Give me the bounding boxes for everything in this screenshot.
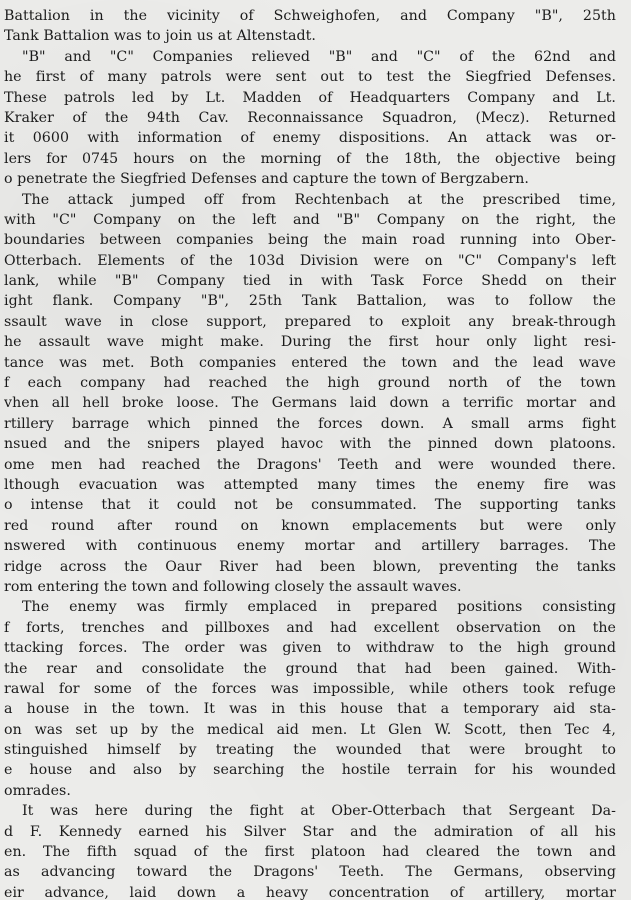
text-line: ttacking forces. The order was given to withdraw to the high ground bbox=[4, 640, 616, 657]
text-line: o penetrate the Siegfried Defenses and capture the town of Bergzabern. bbox=[4, 171, 529, 188]
text-line: lank, while "B" Company tied in with Task Force Shedd on their bbox=[4, 273, 616, 290]
text-line: ight flank. Company "B", 25th Tank Battalion, was to follow the bbox=[4, 293, 616, 310]
text-line: he assault wave might make. During the first hour only light resi- bbox=[4, 334, 616, 351]
text-line: ssault wave in close support, prepared to exploit any break-through bbox=[4, 313, 616, 330]
text-line: rtillery barrage which pinned the forces down. A small arms fight bbox=[4, 415, 616, 432]
text-line: These patrols led by Lt. Madden of Headquarters Company and Lt. bbox=[4, 89, 616, 106]
text-line: Battalion in the vicinity of Schweighofen, and Company "B", 25th bbox=[4, 8, 616, 24]
text-line: "B" and "C" Companies relieved "B" and "C" of the 62nd and bbox=[22, 48, 616, 65]
text-line: d F. Kennedy earned his Silver Star and the admiration of all his bbox=[4, 823, 616, 840]
text-line: red round after round on known emplacements but were only bbox=[4, 517, 616, 534]
text-line: vhen all hell broke loose. The Germans laid down a terrific mortar and bbox=[4, 395, 616, 412]
text-line: The attack jumped off from Rechtenbach at the prescribed time, bbox=[22, 191, 616, 208]
text-line: o intense that it could not be consummated. The supporting tanks bbox=[4, 497, 616, 514]
text-line: lers for 0745 hours on the morning of the 18th, the objective being bbox=[4, 150, 616, 167]
text-line: The enemy was firmly emplaced in prepared positions consisting bbox=[22, 599, 616, 616]
text-line: omrades. bbox=[4, 782, 71, 799]
text-line: as advancing toward the Dragons' Teeth. The Germans, observing bbox=[4, 864, 616, 881]
text-line: on was set up by the medical aid men. Lt Glen W. Scott, then Tec 4, bbox=[4, 721, 616, 738]
text-line: he first of many patrols were sent out to test the Siegfried Defenses. bbox=[4, 69, 616, 86]
text-line: It was here during the fight at Ober-Otterbach that Sergeant Da- bbox=[22, 803, 616, 820]
text-line: Kraker of the 94th Cav. Reconnaissance Squadron, (Mecz). Returned bbox=[4, 109, 616, 126]
text-line: e house and also by searching the hostile terrain for his wounded bbox=[4, 762, 616, 779]
text-line: nsued and the snipers played havoc with the pinned down platoons. bbox=[4, 436, 616, 453]
text-line: ridge across the Oaur River had been blown, preventing the tanks bbox=[4, 558, 616, 575]
text-line: eir advance, laid down a heavy concentration of artillery, mortar bbox=[4, 884, 616, 900]
text-line: rom entering the town and following closely the assault waves. bbox=[4, 578, 462, 595]
text-line: f each company had reached the high ground north of the town bbox=[4, 375, 616, 392]
text-line: tance was met. Both companies entered the town and the lead wave bbox=[4, 354, 616, 371]
text-line: the rear and consolidate the ground that had been gained. With- bbox=[4, 660, 616, 677]
text-line: Otterbach. Elements of the 103d Division were on "C" Company's left bbox=[4, 252, 616, 269]
text-line: f forts, trenches and pillboxes and had excellent observation on the bbox=[4, 619, 616, 636]
text-line: en. The fifth squad of the first platoon had cleared the town and bbox=[4, 844, 616, 861]
text-line: stinguished himself by treating the wounded that were brought to bbox=[4, 742, 616, 759]
text-line: boundaries between companies being the main road running into Ober- bbox=[4, 232, 616, 249]
text-line: a house in the town. It was in this house that a temporary aid sta- bbox=[4, 701, 616, 718]
body-text bbox=[4, 6, 616, 900]
text-line: with "C" Company on the left and "B" Company on the right, the bbox=[4, 211, 616, 228]
text-line: lthough evacuation was attempted many times the enemy fire was bbox=[4, 476, 616, 493]
text-line: rawal for some of the forces was impossible, while others took refuge bbox=[4, 680, 616, 697]
text-line: Tank Battalion was to join us at Altenstadt. bbox=[4, 28, 316, 45]
text-line: it 0600 with information of enemy dispositions. An attack was or- bbox=[4, 130, 616, 147]
text-line: ome men had reached the Dragons' Teeth and were wounded there. bbox=[4, 456, 616, 473]
text-line: nswered with continuous enemy mortar and artillery barrages. The bbox=[4, 538, 616, 555]
